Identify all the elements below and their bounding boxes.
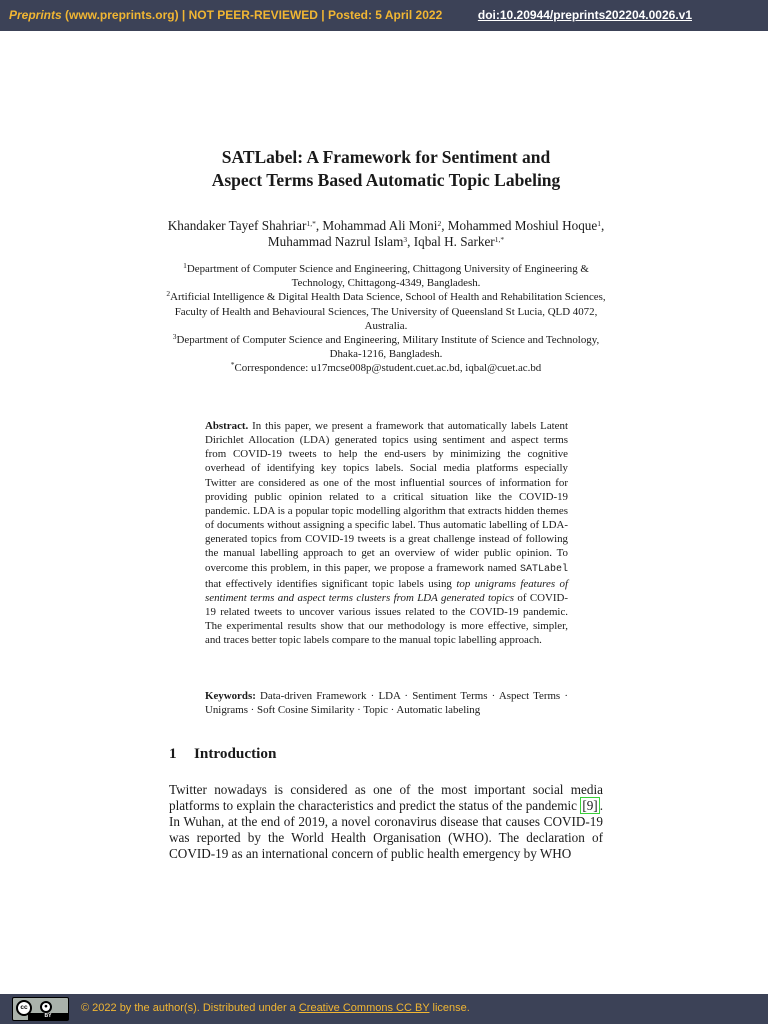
header-info <box>9 8 442 22</box>
abstract: Abstract. In this paper, we present a framework that automatically labels Latent Dirichlet Allocation (LDA) generated topics using sentiment and aspect terms from COVID-19 tweets to help the end-users by minimizing the cognitive overhead of identifying key topics labels. Social media platforms especially Twitter are considered as one of the most influential sources of information for providing public opinion related to a critical situation like the COVID-19 pandemic. LDA is a popular topic modelling algorithm that extracts hidden themes of documents without assigning a specific label. Thus automatic labelling of LDA-generated topics from COVID-19 tweets is a great challenge instead of following the manual labelling approach to get an overview of wider public opinion. To overcome this problem, in this paper, we propose a framework named SATLabel that effectively identifies significant topic labels using top unigrams features of sentiment terms and aspect terms clusters from LDA generated topics of COVID-19 related tweets to uncover various issues related to the COVID-19 pandemic. The experimental results show that our methodology is more effective, simpler, and traces better topic labels compare to the manual topic labelling approach. <box>205 420 569 647</box>
section-number: 1 <box>169 745 177 762</box>
header-posting-info: (www.preprints.org) | NOT PEER-REVIEWED | Posted: 5 April 2022 <box>61 8 443 22</box>
citation-link[interactable]: [9] <box>582 798 598 814</box>
title-line-2: Aspect Terms Based Automatic Topic Labeling <box>211 170 561 190</box>
affiliation: $^1$Department of Computer Science and Engineering, Chittagong University of Engineering & Technology, Chittagong-4349, Bangladesh. <box>183 261 589 290</box>
section-title: Introduction <box>194 745 277 762</box>
paper-title <box>140 146 632 192</box>
affiliations <box>160 262 612 376</box>
author: Khandaker Tayef Shahriar$^{1,*}$, <box>167 218 323 233</box>
intro-paragraph: Twitter nowadays is considered as one of the most important social media platforms to explain the characteristics and predict the status of the pandemic [9] . In Wuhan, at the end of 2019, a novel coronavirus disease that causes COVID-19 was reported by the World Health Organisation (WHO). The declaration of COVID-19 as an international concern of public health emergency by WHO <box>169 782 603 862</box>
by-label: BY <box>28 1013 68 1020</box>
section-heading <box>169 745 276 763</box>
abstract-label: Abstract. <box>205 420 249 432</box>
preprint-header-bar <box>0 0 768 31</box>
author: Muhammad Nazrul Islam$^3$, <box>267 234 414 249</box>
title-line-1: SATLabel: A Framework for Sentiment and <box>221 147 551 167</box>
author: Iqbal H. Sarker$^{1,*}$ <box>413 234 505 249</box>
license-footer-bar <box>0 994 768 1024</box>
person-icon: ● <box>40 1001 52 1013</box>
author: Mohammed Moshiul Hoque$^1$, <box>447 218 605 233</box>
affiliation: $^3$Department of Computer Science and Engineering, Military Institute of Science and Technology, Dhaka-1216, Bangladesh. <box>172 332 600 361</box>
cc-icon: cc <box>16 1000 32 1016</box>
cc-by-link[interactable]: Creative Commons CC BY <box>298 1002 430 1014</box>
license-text: © 2022 by the author(s). Distributed under a Creative Commons CC BY license. <box>81 1002 470 1014</box>
author-list <box>165 218 607 250</box>
affiliation: $^2$Artificial Intelligence & Digital Health Data Science, School of Health and Rehabilitation Sciences, Faculty of Health and Behavioural Sciences, The University of Queensland St Lucia, QLD 4072, Australia. <box>166 289 606 332</box>
journal-name[interactable]: Preprints <box>9 8 62 22</box>
keywords-label: Keywords: <box>205 690 256 702</box>
framework-name: SATLabel <box>519 563 568 575</box>
keywords: Keywords: Data-driven Framework · LDA · Sentiment Terms · Aspect Terms · Unigrams · Soft Cosine Similarity · Topic · Automatic labeling <box>205 690 568 717</box>
author: Mohammad Ali Moni$^2$, <box>322 218 448 233</box>
correspondence: *Correspondence: u17mcse008p@student.cuet.ac.bd, iqbal@cuet.ac.bd <box>230 360 542 375</box>
cc-by-license-icon[interactable] <box>12 997 69 1021</box>
doi-link[interactable]: doi:10.20944/preprints202204.0026.v1 <box>477 8 692 22</box>
